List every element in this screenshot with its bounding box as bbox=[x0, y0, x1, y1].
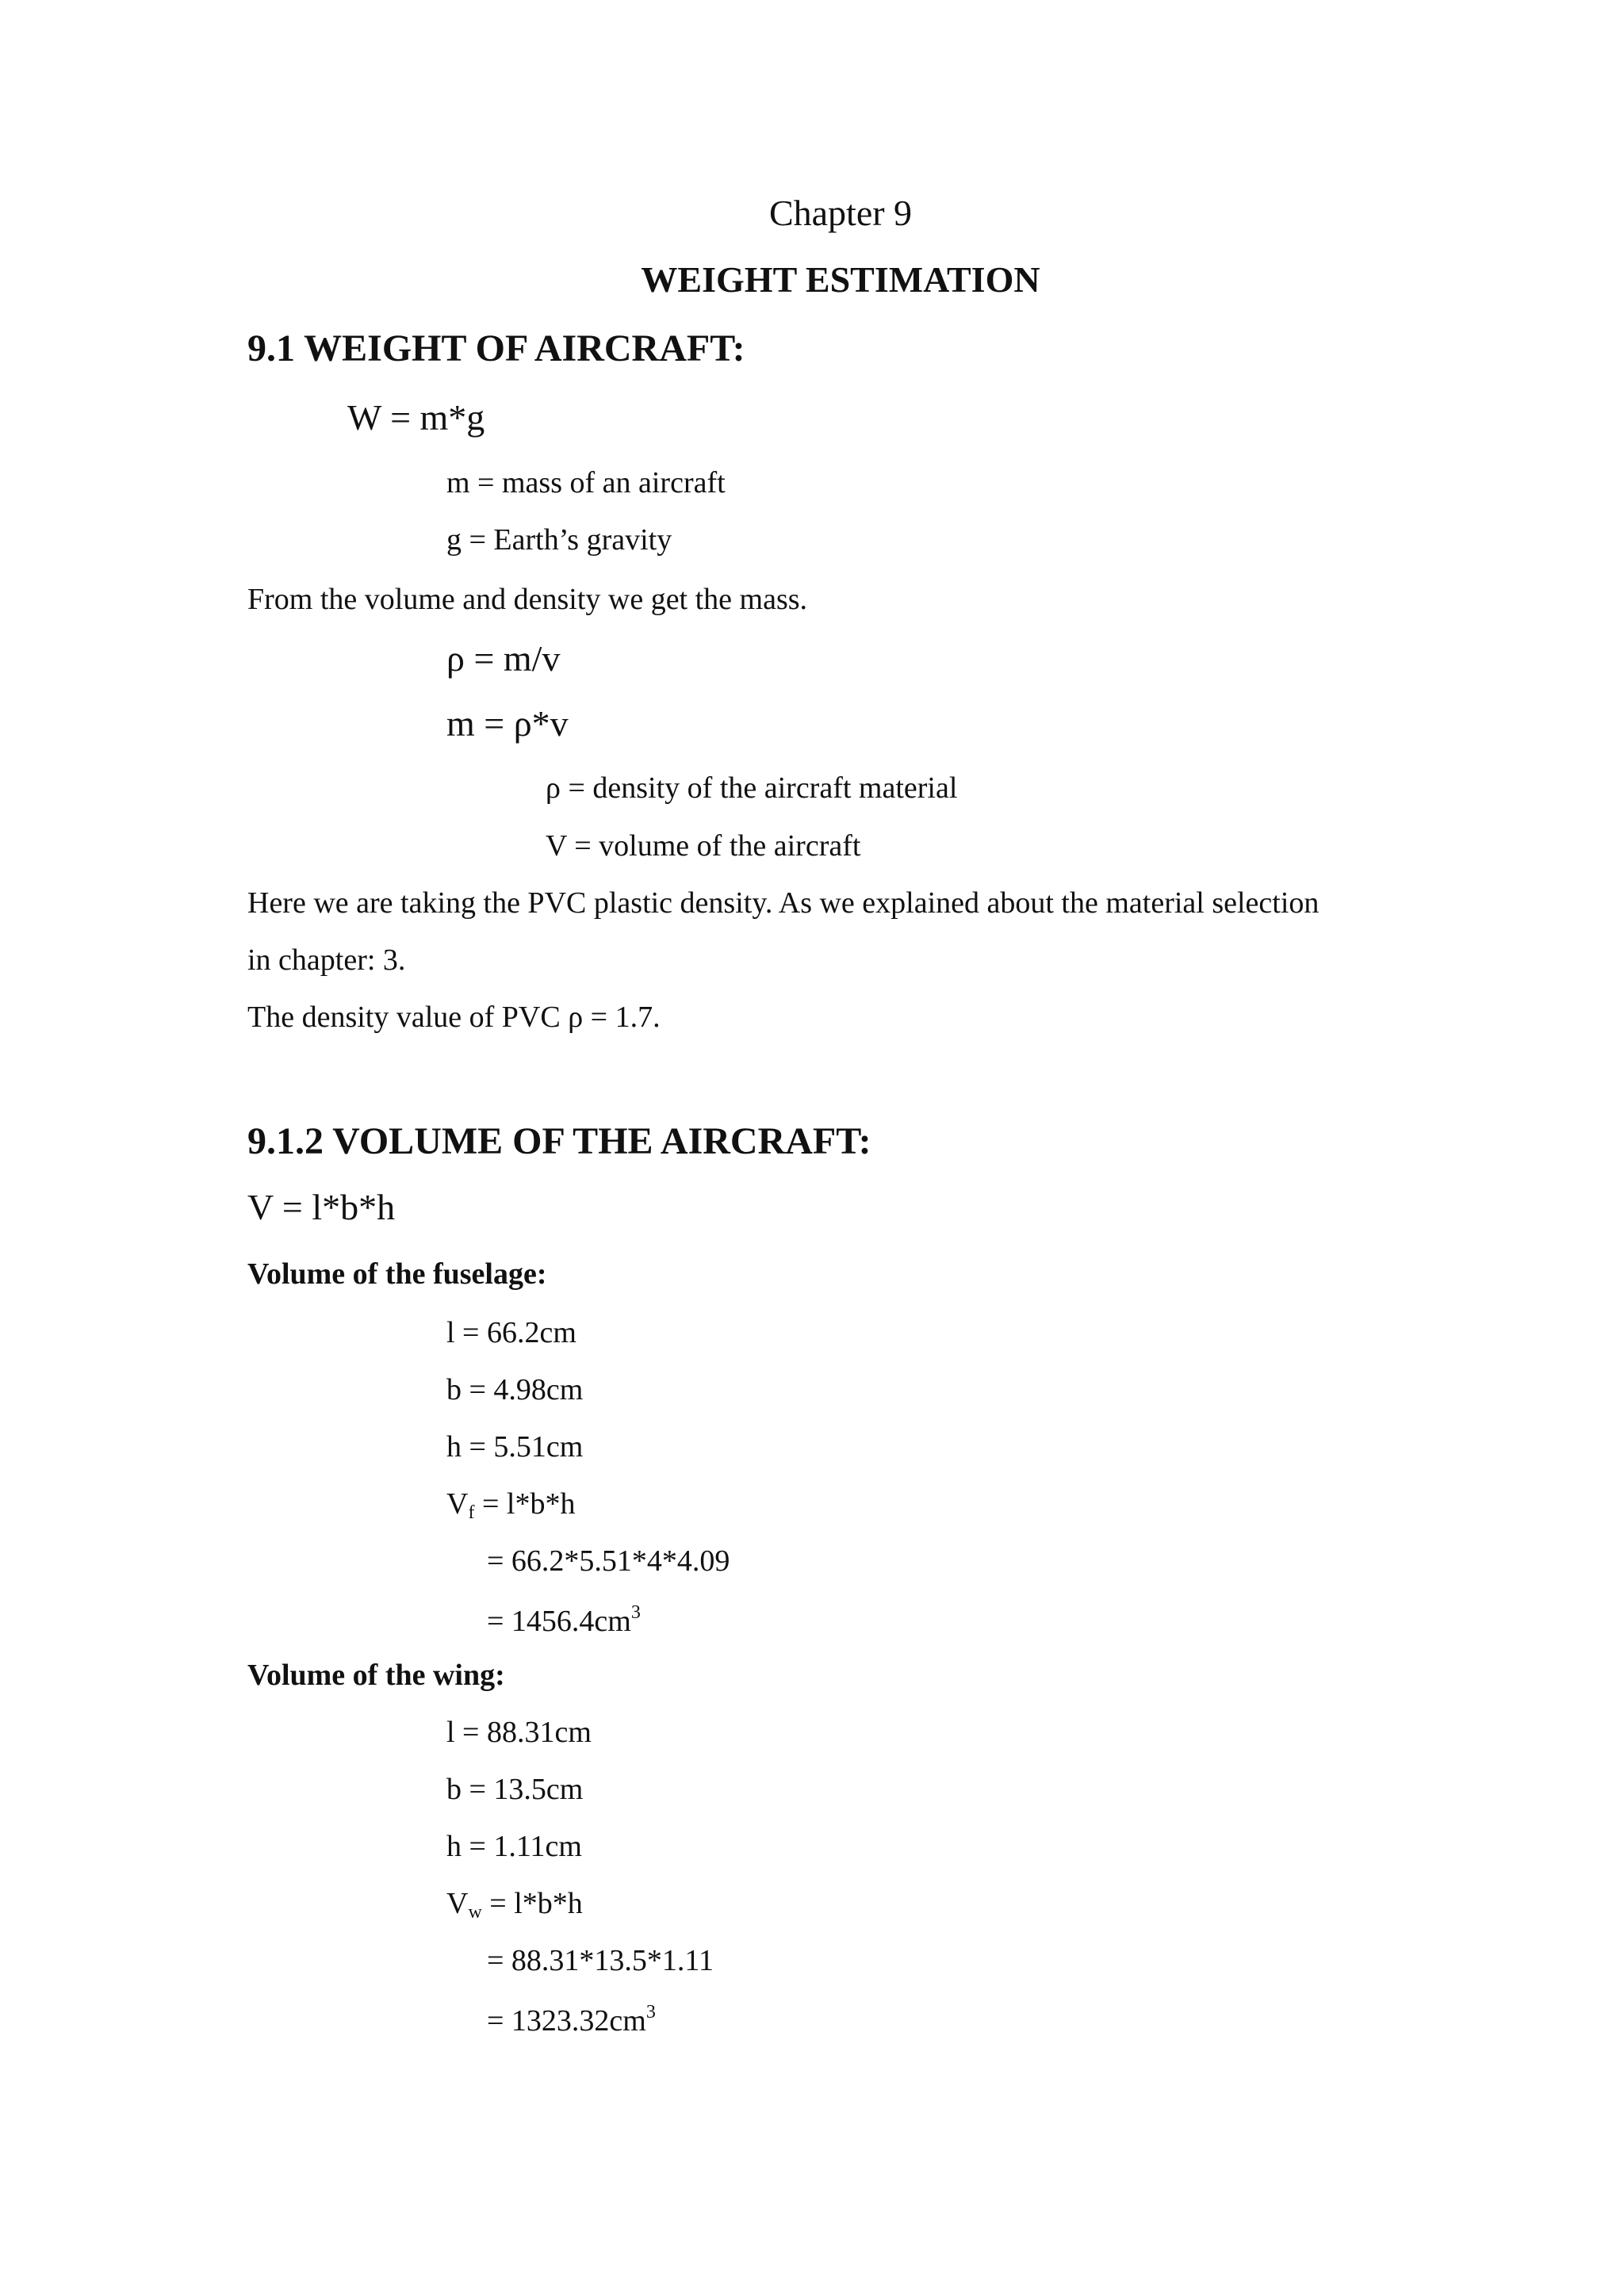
wing-volume-rhs: = l*b*h bbox=[481, 1887, 583, 1920]
paragraph-mass: From the volume and density we get the mass. bbox=[247, 583, 808, 616]
fuselage-volume-subscript: f bbox=[468, 1502, 475, 1523]
wing-volume-subscript: w bbox=[468, 1902, 482, 1923]
fuselage-volume-result-exponent: 3 bbox=[630, 1602, 641, 1623]
fuselage-breadth: b = 4.98cm bbox=[446, 1373, 584, 1406]
wing-volume-calc: = 88.31*13.5*1.11 bbox=[487, 1944, 714, 1977]
wing-volume-result-value: = 1323.32cm bbox=[487, 2004, 646, 2038]
wing-volume-equation bbox=[446, 1888, 583, 1922]
fuselage-length: l = 66.2cm bbox=[446, 1316, 576, 1349]
wing-volume-result bbox=[487, 2003, 656, 2036]
definition-rho: ρ = density of the aircraft material bbox=[546, 771, 958, 805]
fuselage-volume-rhs: = l*b*h bbox=[474, 1487, 576, 1521]
fuselage-volume-result bbox=[487, 1603, 641, 1636]
wing-volume-label: Volume of the wing: bbox=[247, 1659, 505, 1692]
wing-height: h = 1.11cm bbox=[446, 1830, 582, 1863]
fuselage-volume-result-value: = 1456.4cm bbox=[487, 1605, 631, 1638]
wing-length: l = 88.31cm bbox=[446, 1716, 592, 1749]
wing-volume-result-exponent: 3 bbox=[645, 2002, 656, 2022]
chapter-label: Chapter 9 bbox=[768, 193, 913, 233]
chapter-title: WEIGHT ESTIMATION bbox=[641, 259, 1040, 300]
fuselage-volume-symbol: V bbox=[446, 1487, 469, 1521]
wing-volume-symbol: V bbox=[446, 1887, 469, 1920]
density-formula: ρ = m/v bbox=[446, 638, 561, 679]
section-heading-9-1-2: 9.1.2 VOLUME OF THE AIRCRAFT: bbox=[247, 1120, 871, 1162]
definition-g: g = Earth’s gravity bbox=[446, 523, 672, 557]
paragraph-pvc-line2: in chapter: 3. bbox=[247, 943, 406, 977]
definition-m: m = mass of an aircraft bbox=[446, 466, 726, 499]
volume-formula: V = l*b*h bbox=[247, 1187, 396, 1227]
wing-breadth: b = 13.5cm bbox=[446, 1773, 584, 1806]
fuselage-volume-equation bbox=[446, 1489, 575, 1522]
weight-formula: W = m*g bbox=[347, 397, 485, 438]
paragraph-pvc-line1: Here we are taking the PVC plastic density. As we explained about the material selection bbox=[247, 886, 1320, 920]
fuselage-volume-label: Volume of the fuselage: bbox=[247, 1257, 547, 1291]
density-value-line: The density value of PVC ρ = 1.7. bbox=[247, 1001, 661, 1034]
mass-formula: m = ρ*v bbox=[446, 703, 569, 744]
fuselage-height: h = 5.51cm bbox=[446, 1430, 584, 1464]
fuselage-volume-calc: = 66.2*5.51*4*4.09 bbox=[487, 1544, 730, 1578]
section-heading-9-1: 9.1 WEIGHT OF AIRCRAFT: bbox=[247, 327, 745, 369]
definition-v: V = volume of the aircraft bbox=[546, 829, 861, 863]
